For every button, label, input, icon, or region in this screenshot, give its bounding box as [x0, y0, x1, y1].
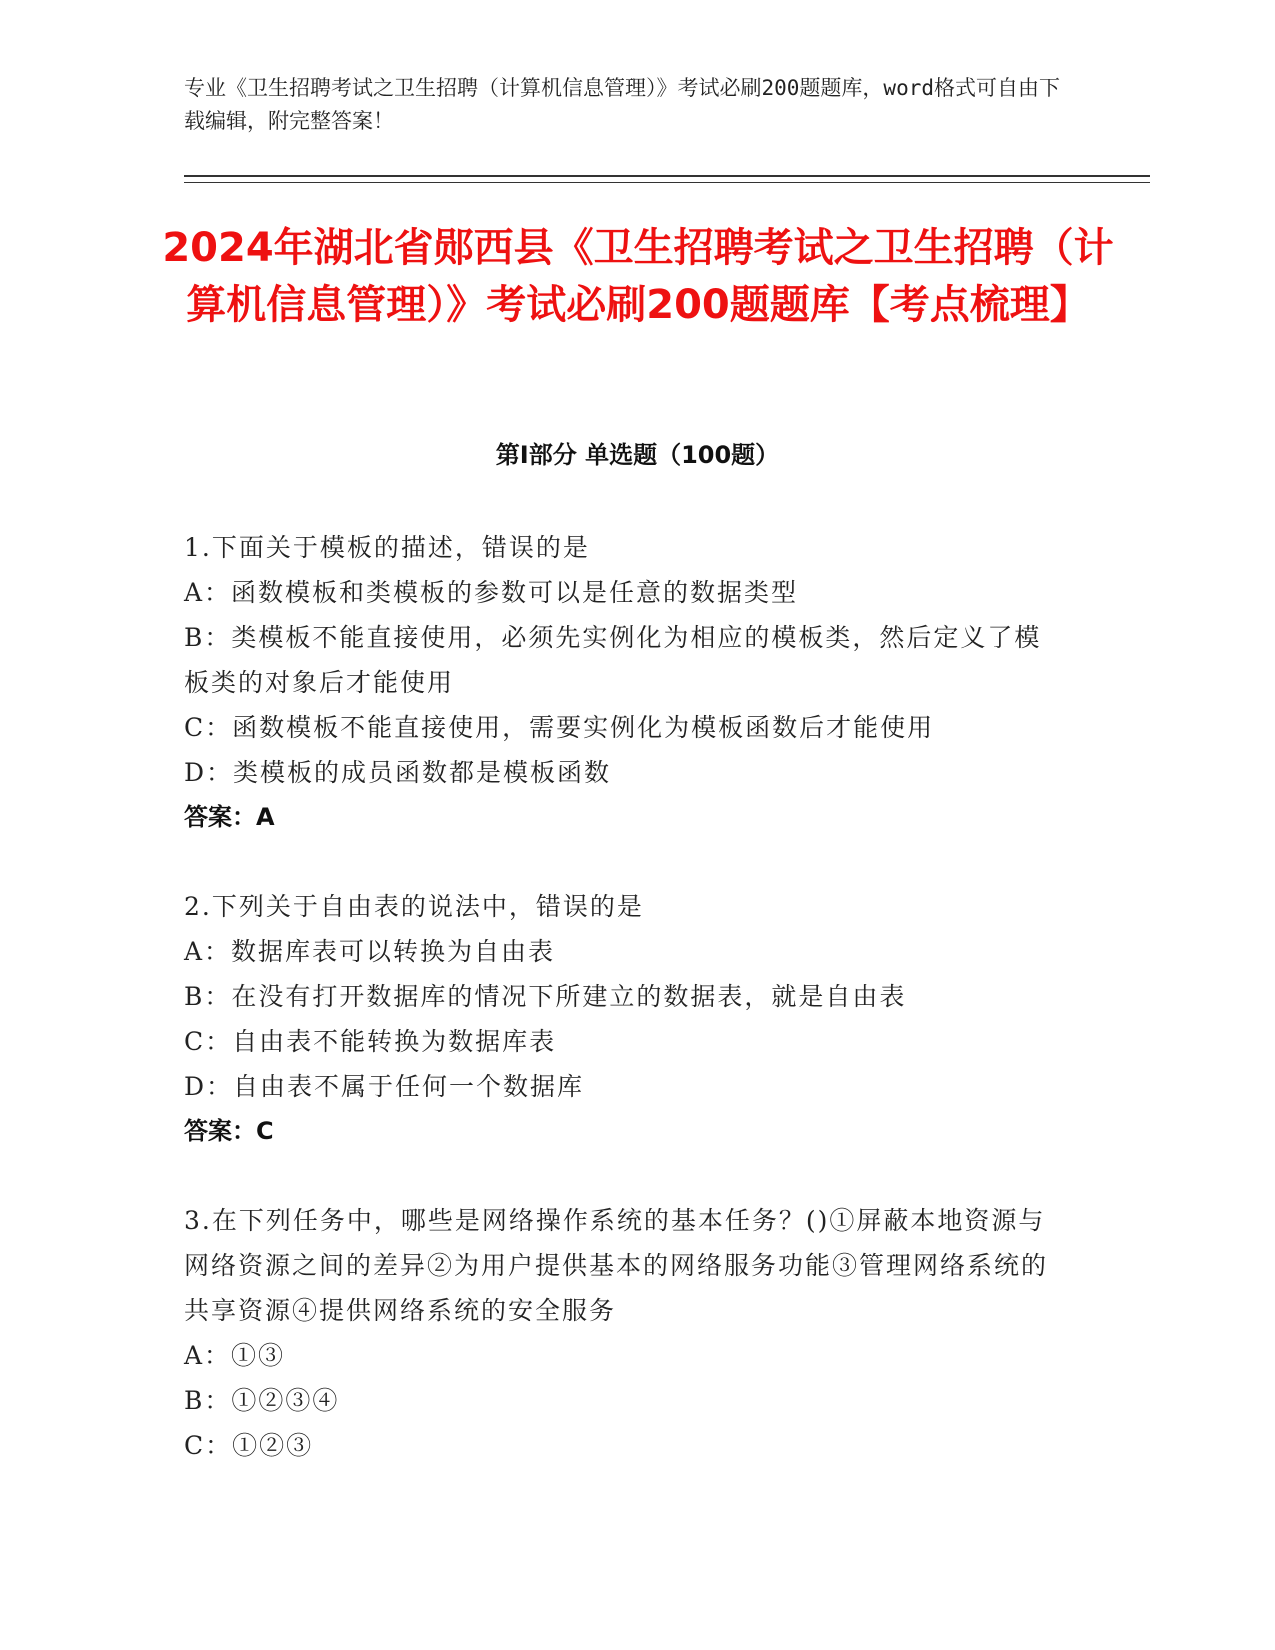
- question-stem: 1.下面关于模板的描述，错误的是: [184, 533, 590, 562]
- header-note: 专业《卫生招聘考试之卫生招聘（计算机信息管理）》考试必刷200题题库，word格式可自由下载编辑，附完整答案！: [184, 76, 1060, 133]
- answer: 答案：A: [184, 803, 275, 831]
- option-a: A：①③: [184, 1341, 286, 1370]
- question-1: [184, 525, 1064, 840]
- option-a: A：函数模板和类模板的参数可以是任意的数据类型: [184, 578, 799, 607]
- option-c: C：①②③: [184, 1431, 314, 1460]
- question-stem: 3.在下列任务中，哪些是网络操作系统的基本任务？()①屏蔽本地资源与网络资源之间的差异②为用户提供基本的网络服务功能③管理网络系统的共享资源④提供网络系统的安全服务: [184, 1206, 1049, 1325]
- option-c: C：函数模板不能直接使用，需要实例化为模板函数后才能使用: [184, 713, 935, 742]
- option-d: D：类模板的成员函数都是模板函数: [184, 758, 612, 787]
- option-c: C：自由表不能转换为数据库表: [184, 1027, 557, 1056]
- option-b: B：类模板不能直接使用，必须先实例化为相应的模板类，然后定义了模板类的对象后才能使用: [184, 623, 1042, 697]
- header-divider-thin: [184, 182, 1150, 183]
- question-list: [184, 525, 1064, 1512]
- section-title: 第Ⅰ部分 单选题（100题）: [495, 441, 780, 469]
- header-divider-thick: [184, 175, 1150, 177]
- question-2: [184, 884, 1064, 1154]
- option-b: B：在没有打开数据库的情况下所建立的数据表，就是自由表: [184, 982, 907, 1011]
- question-3: [184, 1198, 1064, 1468]
- option-d: D：自由表不属于任何一个数据库: [184, 1072, 585, 1101]
- option-a: A：数据库表可以转换为自由表: [184, 937, 556, 966]
- option-b: B：①②③④: [184, 1386, 340, 1415]
- question-stem: 2.下列关于自由表的说法中，错误的是: [184, 892, 644, 921]
- document-title: 2024年湖北省郧西县《卫生招聘考试之卫生招聘（计算机信息管理）》考试必刷200题题库【考点梳理】: [162, 225, 1114, 328]
- answer: 答案：C: [184, 1117, 274, 1145]
